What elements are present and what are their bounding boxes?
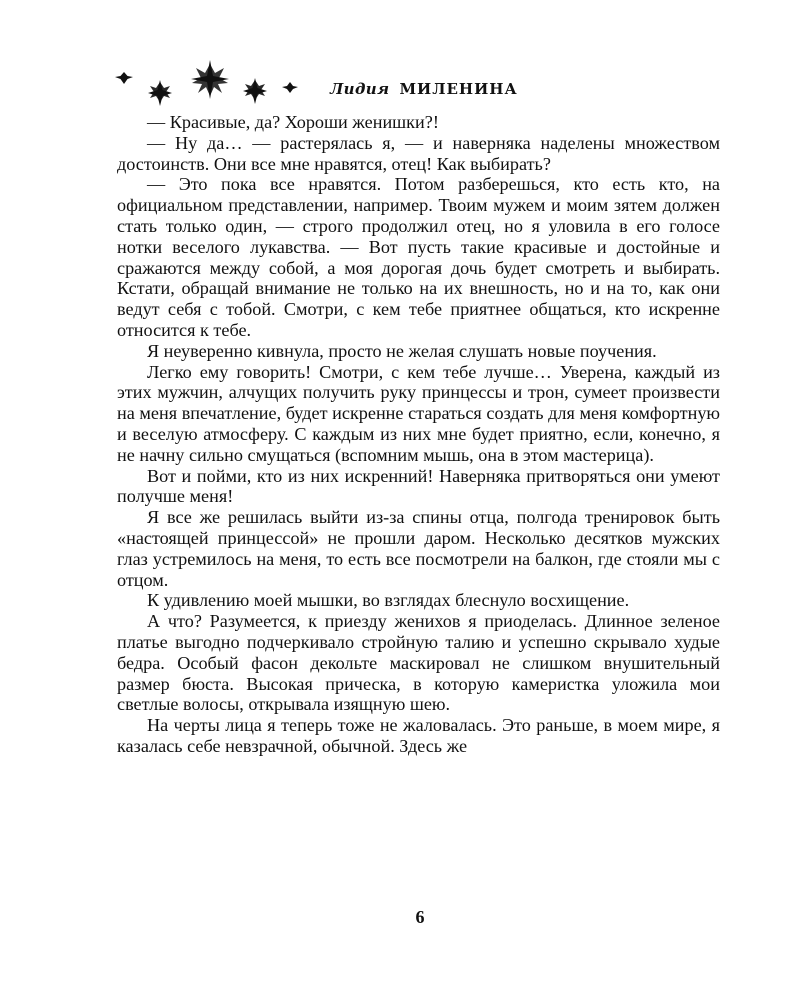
author-name bbox=[330, 80, 518, 98]
paragraph: Я все же решилась выйти из-за спины отца, полгода тренировок быть «настоящей принцессой» не прошли даром. Несколько десятков мужских глаз устремилось на меня, то есть все посмотрели на балкон, где стояли мы с отцом. bbox=[117, 507, 720, 590]
paragraph: А что? Разумеется, к приезду женихов я приоделась. Длинное зеленое платье выгодно подчеркивало стройную талию и успешно скрывало худые бедра. Особый фасон декольте маскировал не слишком внушительный размер бюста. Высокая прическа, в которую камеристка уложила мои светлые волосы, открывала изящную шею. bbox=[117, 611, 720, 715]
paragraph: — Это пока все нравятся. Потом разберешься, кто есть кто, на официальном представлении, например. Твоим мужем и моим зятем должен стать только один, — строго продолжил отец, но я уловила в его голосе нотки веселого лукавства. — Вот пусть такие красивые и достойные и сражаются между собой, а моя дорогая дочь будет смотреть и выбирать. Кстати, обращай внимание не только на их внешность, но и на то, как они ведут себя с тобой. Смотри, с кем тебе приятнее общаться, кто искренне относится к тебе. bbox=[117, 174, 720, 340]
paragraph: — Красивые, да? Хороши женишки?! bbox=[147, 112, 439, 132]
paragraph: Вот и пойми, кто из них искренний! Наверняка притворяться они умеют получше меня! bbox=[117, 465, 720, 507]
author-last-name: МИЛЕНИНА bbox=[399, 80, 518, 98]
page-number: 6 bbox=[415, 907, 425, 927]
paragraph: Легко ему говорить! Смотри, с кем тебе лучше… Уверена, каждый из этих мужчин, алчущих получить руку принцессы и трон, сумеет произвести на меня впечатление, будет искренне стараться создать для меня комфортную и веселую атмосферу. С каждым из них мне будет приятно, если, конечно, я не начну сильно смущаться (вспомним мышь, она в этом мастерица). bbox=[117, 361, 720, 465]
page-body bbox=[117, 112, 720, 757]
author-first-name: Лидия bbox=[330, 80, 390, 98]
paragraph: На черты лица я теперь тоже не жаловалась. Это раньше, в моем мире, я казалась себе невзрачной, обычной. Здесь же bbox=[117, 715, 720, 756]
paragraph: — Ну да… — растерялась я, — и наверняка наделены множеством достоинств. Они все мне нравятся, отец! Как выбирать? bbox=[117, 132, 720, 174]
running-header bbox=[112, 58, 542, 114]
paragraph: К удивлению моей мышки, во взглядах блеснуло восхищение. bbox=[147, 590, 630, 611]
stars-icon bbox=[112, 58, 322, 114]
paragraph: Я неуверенно кивнула, просто не желая слушать новые поучения. bbox=[147, 340, 657, 361]
